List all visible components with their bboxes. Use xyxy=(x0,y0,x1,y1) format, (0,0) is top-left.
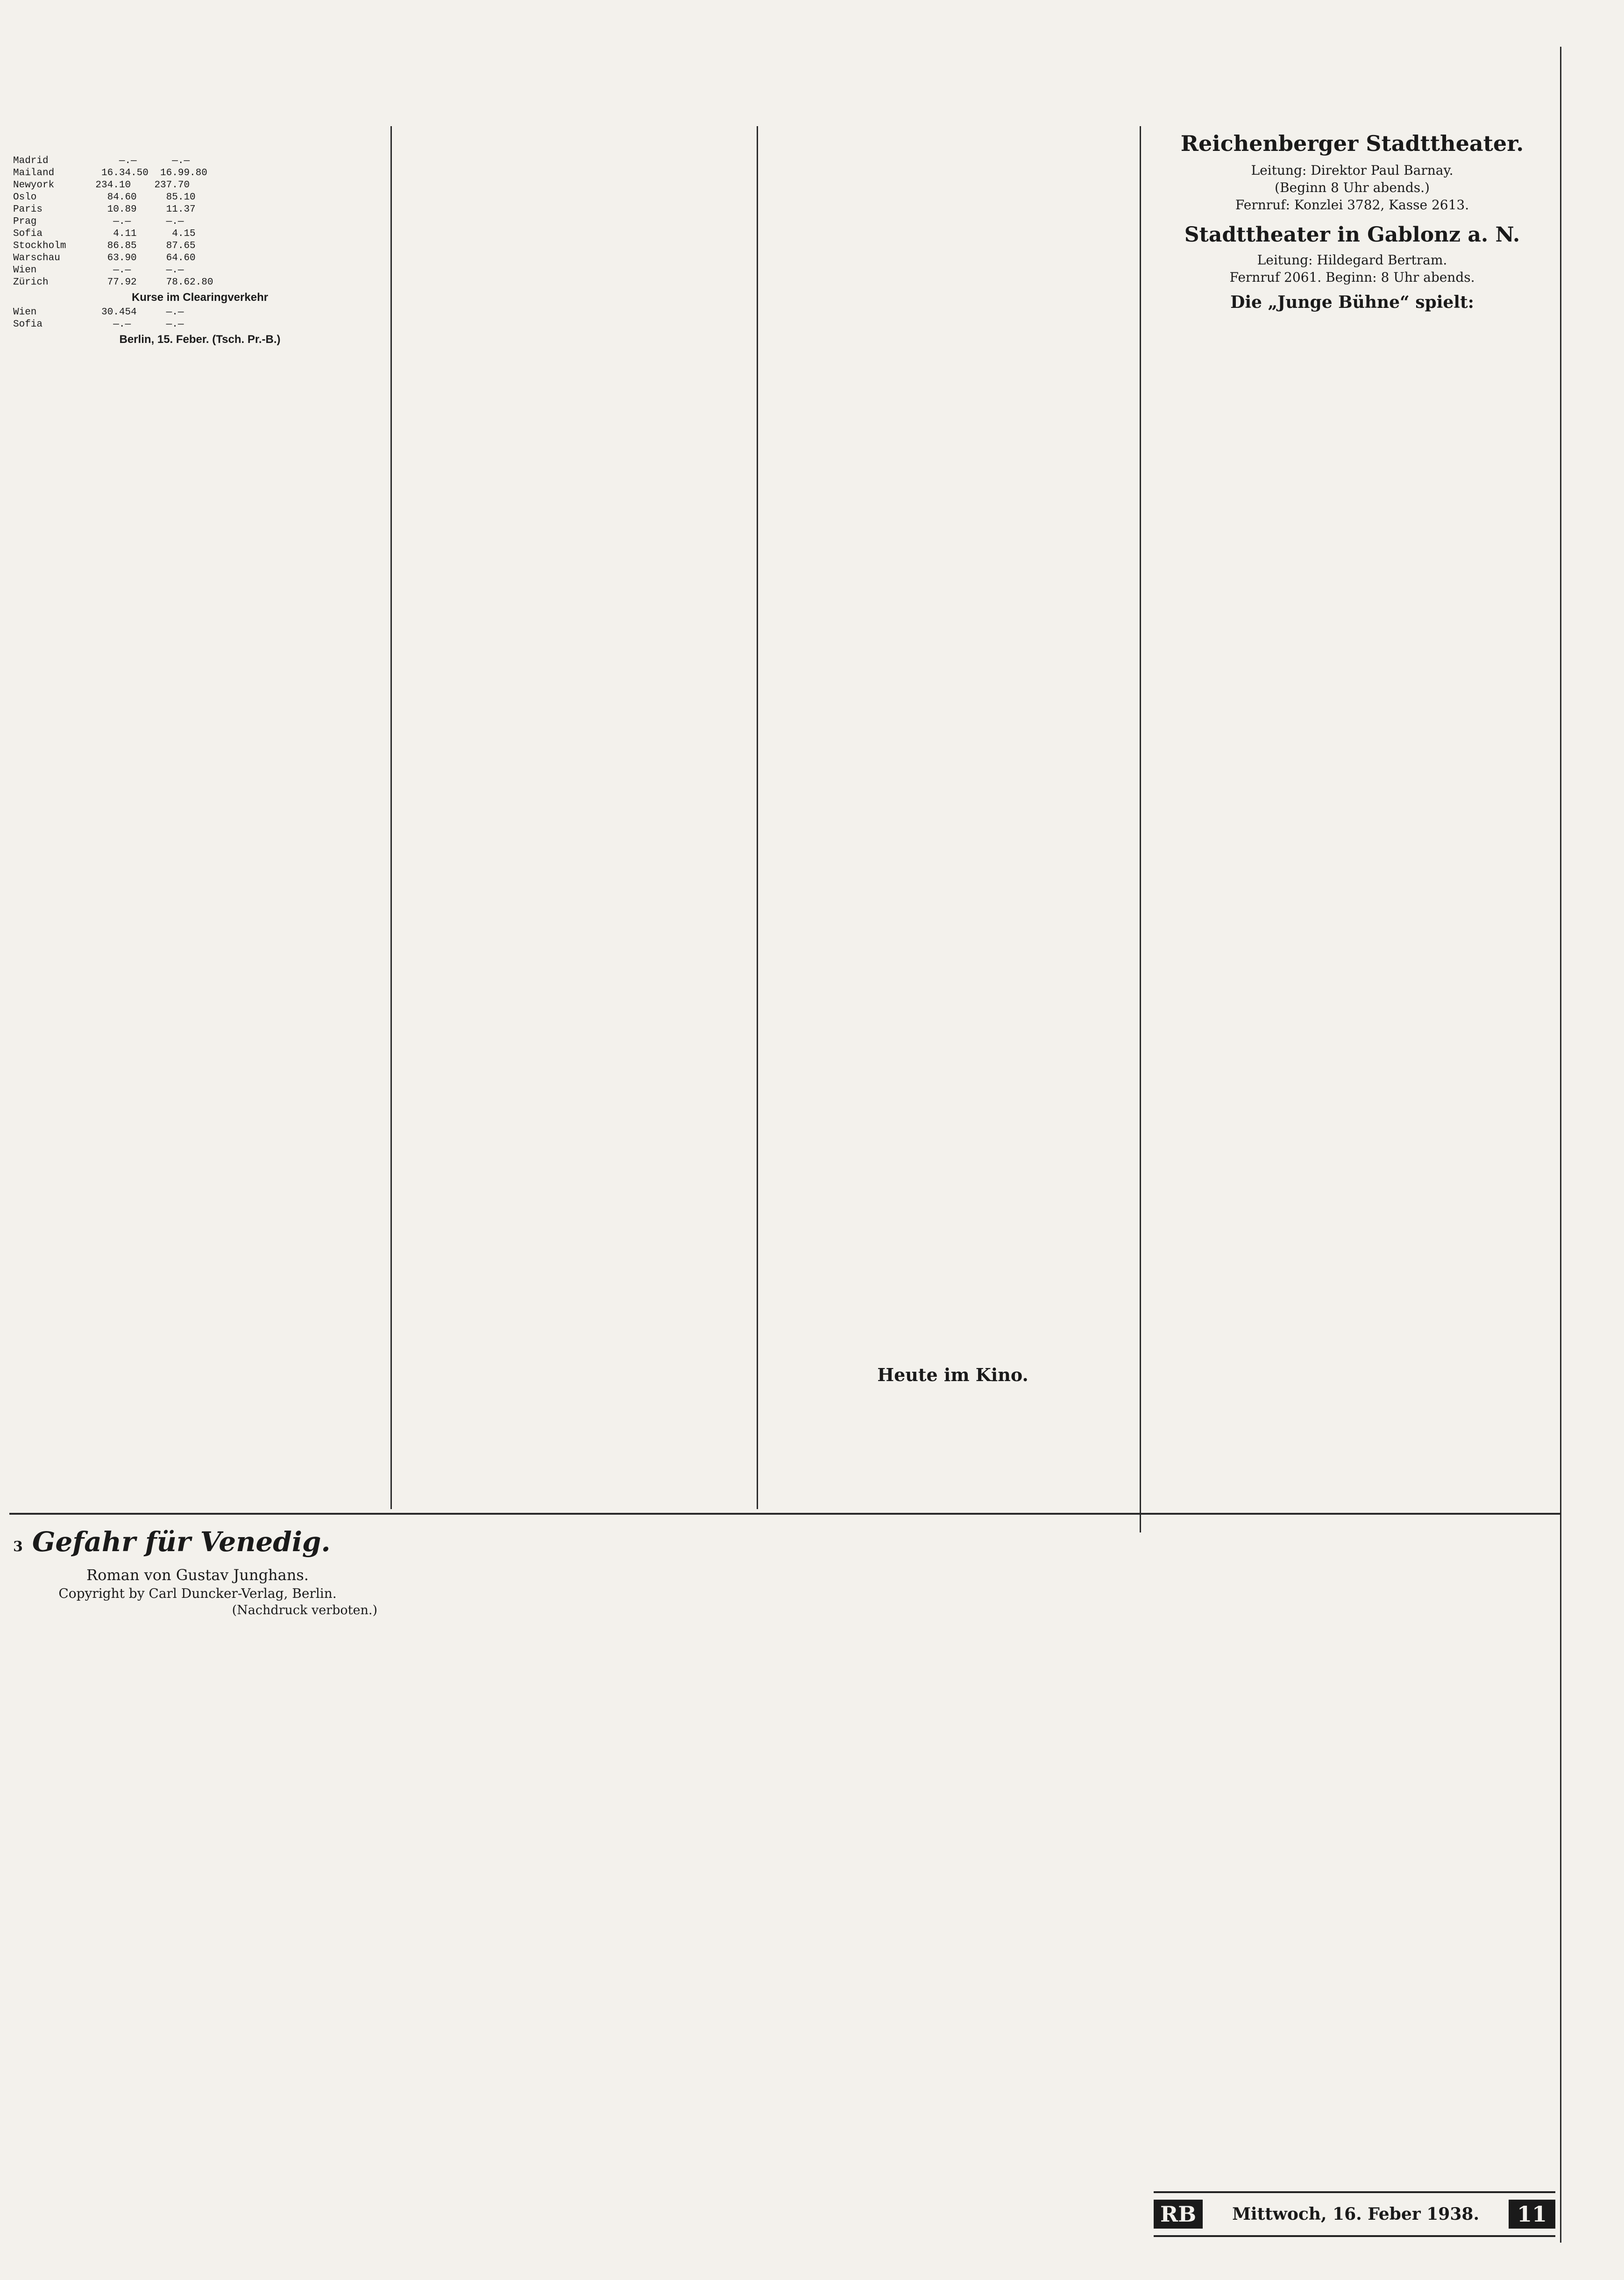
story-number: 3 xyxy=(13,1539,23,1555)
rate-row: Paris 10.89 11.37 xyxy=(13,204,196,215)
issue-date: Mittwoch, 16. Feber 1938. xyxy=(1232,2204,1479,2224)
rate-row: Sofia 4.11 4.15 xyxy=(13,228,196,239)
theater-column xyxy=(1149,126,1555,1509)
rate-row: Prag —.— —.— xyxy=(13,216,184,227)
gablonz-leitung: Leitung: Hildegard Bertram. xyxy=(1257,252,1447,268)
rate-row: Oslo 84.60 85.10 xyxy=(13,192,196,203)
story-title: Gefahr für Venedig. xyxy=(32,1526,331,1558)
exchange-rates-column-2 xyxy=(395,131,754,1509)
reichenberg-theater-title: Reichenberger Stadttheater. xyxy=(1180,131,1524,156)
junge-buehne-title: Die „Junge Bühne“ spielt: xyxy=(1230,292,1474,312)
story-column-2 xyxy=(393,1523,762,2271)
gablonz-fernruf: Fernruf 2061. Beginn: 8 Uhr abends. xyxy=(1229,270,1475,285)
story-subtitle: Roman von Gustav Junghans. xyxy=(86,1566,309,1584)
exchange-rates-column-1 xyxy=(13,131,387,1509)
column-rule xyxy=(757,126,758,1509)
section-divider xyxy=(9,1513,1560,1515)
berlin-securities-column xyxy=(761,131,1137,1364)
rate-row: Wien 30.454 —.— xyxy=(13,307,184,318)
column-rule xyxy=(390,126,392,1509)
rate-row: Sofia —.— —.— xyxy=(13,319,184,330)
story-nachdruck: (Nachdruck verboten.) xyxy=(232,1603,377,1617)
berlin-rates-header: Berlin, 15. Feber. (Tsch. Pr.-B.) xyxy=(119,333,281,346)
story-column-4 xyxy=(1154,1523,1555,2187)
footer-bar xyxy=(1154,2191,1555,2237)
story-copyright: Copyright by Carl Duncker-Verlag, Berlin. xyxy=(58,1586,337,1601)
column-rule xyxy=(1560,47,1561,2243)
page-number: 11 xyxy=(1509,2200,1555,2229)
story-column-3 xyxy=(773,1523,1142,2271)
reichenberg-beginn: (Beginn 8 Uhr abends.) xyxy=(1275,180,1430,195)
exchange-table-1 xyxy=(13,155,387,346)
cinema-listing xyxy=(771,1364,1135,1509)
rate-row: Zürich 77.92 78.62.80 xyxy=(13,277,213,288)
cinema-title: Heute im Kino. xyxy=(877,1364,1028,1385)
rate-row: Wien —.— —.— xyxy=(13,265,184,276)
publisher-logo: RB xyxy=(1154,2200,1203,2229)
reichenberg-leitung: Leitung: Direktor Paul Barnay. xyxy=(1251,163,1454,178)
story-column-1 xyxy=(13,1523,382,2271)
column-rule xyxy=(1140,126,1141,1532)
rate-row: Warschau 63.90 64.60 xyxy=(13,253,196,264)
rate-row: Madrid —.— —.— xyxy=(13,156,190,166)
rate-row: Newyork 234.10 237.70 xyxy=(13,180,190,191)
reichenberg-fernruf: Fernruf: Konzlei 3782, Kasse 2613. xyxy=(1235,197,1469,213)
gablonz-theater-title: Stadttheater in Gablonz a. N. xyxy=(1184,223,1520,247)
rate-row: Stockholm 86.85 87.65 xyxy=(13,241,196,251)
clearing-header: Kurse im Clearingverkehr xyxy=(131,291,269,304)
rate-row: Mailand 16.34.50 16.99.80 xyxy=(13,168,207,178)
